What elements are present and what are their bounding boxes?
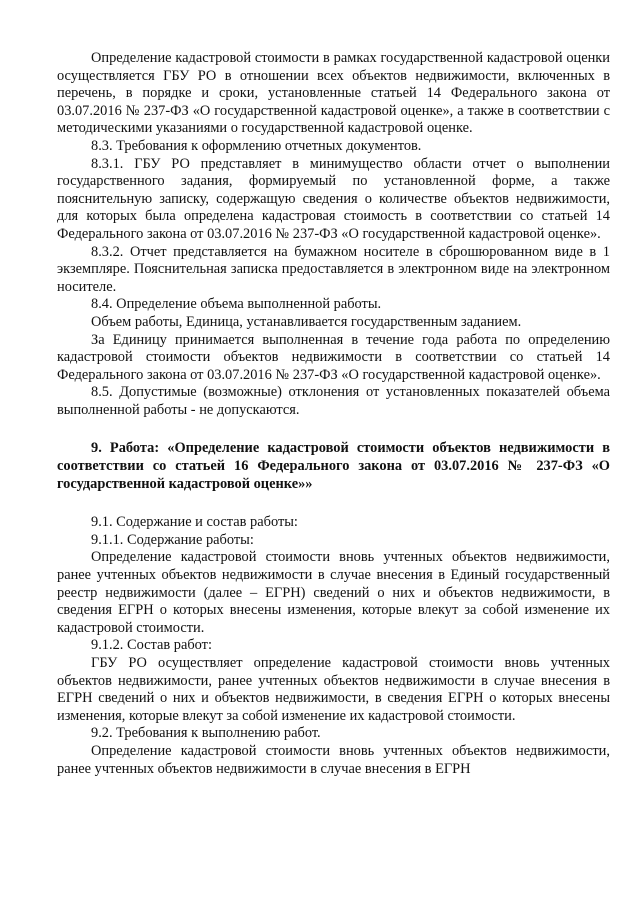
paragraph-8-5: 8.5. Допустимые (возможные) отклонения от установленных показателей объема выполненной работы - не допускаются.: [57, 384, 610, 418]
paragraph-8-3-2: 8.3.2. Отчет представляется на бумажном носителе в сброшюрованном виде в 1 экземпляре. Пояснительная записка предоставляется в электронном виде на электронном носителе.: [57, 243, 610, 295]
paragraph-unit-definition: За Единицу принимается выполненная в течение года работа по определению кадастровой стоимости объектов недвижимости в соответствии со статьей 14 Федерального закона от 03.07.2016 № 237-ФЗ «О государственной кадастровой оценке».: [57, 331, 610, 383]
paragraph-valuation-scope: Определение кадастровой стоимости в рамках государственной кадастровой оценки осуществляется ГБУ РО в отношении всех объектов недвижимости, включенных в перечень, в порядке и сроки, установленные статьей 14 Федерального закона от 03.07.2016 № 237-ФЗ «О государственной кадастровой оценке», а также в соответствии с методическими указаниями о государственной кадастровой оценке.: [57, 50, 610, 137]
paragraph-9-1-2: 9.1.2. Состав работ:: [91, 637, 212, 654]
spacer: [57, 419, 610, 440]
paragraph-8-3: 8.3. Требования к оформлению отчетных документов.: [91, 137, 422, 154]
section-9-heading: 9. Работа: «Определение кадастровой стоимости объектов недвижимости в соответствии со статьей 16 Федерального закона от 03.07.2016 № 237-ФЗ «О государственной кадастровой оценке»»: [57, 440, 610, 492]
paragraph-8-3-1: 8.3.1. ГБУ РО представляет в минимущество области отчет о выполнении государственного задания, формируемый по установленной форме, а также пояснительную записку, содержащую сведения о количестве объектов недвижимости, для которых была определена кадастровая стоимость в соответствии со статьей 14 Федерального закона от 03.07.2016 № 237-ФЗ «О государственной кадастровой оценке».: [57, 155, 610, 242]
paragraph-work-composition: ГБУ РО осуществляет определение кадастровой стоимости вновь учтенных объектов недвижимости, ранее учтенных объектов недвижимости в случае внесения в ЕГРН сведений о них и объектов недвижимости, в сведения ЕГРН о которых внесены изменения, которые влекут за собой изменение их кадастровой стоимости.: [57, 655, 610, 724]
spacer: [57, 493, 610, 514]
paragraph-work-volume: Объем работы, Единица, устанавливается государственным заданием.: [91, 313, 522, 330]
paragraph-work-requirements: Определение кадастровой стоимости вновь учтенных объектов недвижимости, ранее учтенных объектов недвижимости в случае внесения в ЕГРН: [57, 742, 610, 777]
paragraph-9-1: 9.1. Содержание и состав работы:: [91, 514, 298, 531]
paragraph-9-2: 9.2. Требования к выполнению работ.: [91, 725, 321, 742]
paragraph-9-1-1: 9.1.1. Содержание работы:: [91, 531, 254, 548]
paragraph-8-4: 8.4. Определение объема выполненной работы.: [91, 296, 382, 313]
paragraph-work-content: Определение кадастровой стоимости вновь учтенных объектов недвижимости, ранее учтенных объектов недвижимости в случае внесения в Единый государственный реестр недвижимости (далее – ЕГРН) сведений о них и объектов недвижимости, в сведения ЕГРН о которых внесены изменения, которые влекут за собой изменение их кадастровой стоимости.: [57, 549, 610, 636]
